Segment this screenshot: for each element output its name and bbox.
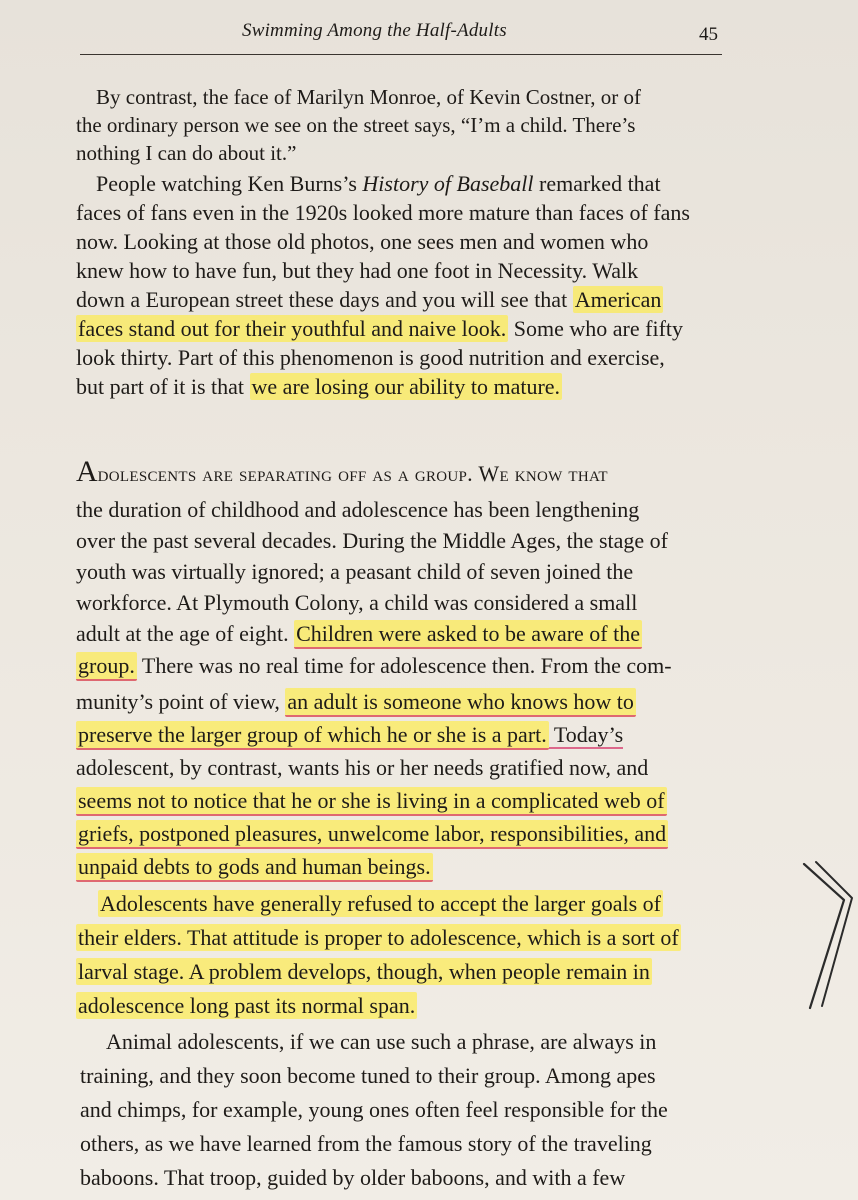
text-line: nothing I can do about it.” (76, 141, 297, 165)
text-line (76, 992, 417, 1019)
text-line (98, 890, 663, 917)
text-line (76, 924, 681, 951)
text-line: training, and they soon become tuned to their group. Among apes (80, 1063, 656, 1088)
highlight: faces stand out for their youthful and naive look. (78, 316, 507, 341)
text-line: youth was virtually ignored; a peasant child of seven joined the (76, 559, 634, 584)
text-line: faces of fans even in the 1920s looked more mature than faces of fans (76, 200, 690, 225)
text-line: adolescent, by contrast, wants his or her needs gratified now, and (76, 755, 649, 780)
drop-cap: A (76, 455, 98, 488)
text-line (76, 620, 642, 647)
text-run: but part of it is that (76, 374, 250, 399)
highlight: Adolescents have generally refused to accept the larger goals of (100, 891, 661, 916)
highlight: we are losing our ability to mature. (251, 374, 561, 399)
highlight: their elders. That attitude is proper to adolescence, which is a sort of (78, 925, 679, 950)
highlight: adolescence long past its normal span. (78, 993, 416, 1018)
text-line (76, 721, 623, 748)
margin-bracket-icon (800, 858, 856, 1018)
highlight: griefs, postponed pleasures, unwelcome labor, responsibilities, and (76, 820, 668, 849)
text-line: Animal adolescents, if we can use such a phrase, are always in (106, 1029, 657, 1054)
text-line (76, 286, 663, 313)
text-line: baboons. That troop, guided by older baboons, and with a few (80, 1165, 626, 1190)
text-run: Today’s (548, 722, 624, 747)
text-line: over the past several decades. During the Middle Ages, the stage of (76, 528, 668, 553)
text-line (76, 315, 683, 342)
text-line: look thirty. Part of this phenomenon is good nutrition and exercise, (76, 345, 665, 370)
text-line (76, 820, 668, 847)
text-line (76, 652, 672, 679)
text-run: remarked that (533, 171, 661, 196)
highlight: seems not to notice that he or she is living in a complicated web of (76, 787, 667, 816)
text-line (76, 958, 652, 985)
highlight: preserve the larger group of which he or she is a part. (76, 721, 549, 750)
text-run: munity’s point of view, (76, 689, 286, 714)
text-run: Some who are fifty (508, 316, 684, 341)
text-run: People watching Ken Burns’s (96, 171, 363, 196)
text-line: the duration of childhood and adolescence has been lengthening (76, 497, 640, 522)
highlight: American (574, 287, 662, 312)
text-line (76, 373, 562, 400)
highlight: an adult is someone who knows how to (285, 688, 635, 717)
highlight: group. (76, 652, 137, 681)
section-lead-line (76, 455, 608, 488)
page-header (80, 12, 722, 55)
text-line (76, 787, 667, 814)
page-number: 45 (699, 24, 718, 45)
text-run: down a European street these days and you will see that (76, 287, 573, 312)
text-line: and chimps, for example, young ones often feel responsible for the (80, 1097, 668, 1122)
highlight: larval stage. A problem develops, though, when people remain in (78, 959, 650, 984)
text-line (96, 170, 661, 197)
text-line: now. Looking at those old photos, one sees men and women who (76, 229, 649, 254)
text-line: By contrast, the face of Marilyn Monroe, of Kevin Costner, or of (96, 85, 642, 109)
book-title: History of Baseball (362, 171, 534, 196)
text-line (76, 688, 636, 715)
lead-in: dolescents are separating off as a group. We know that (97, 461, 608, 486)
text-run: adult at the age of eight. (76, 621, 295, 646)
text-line: knew how to have fun, but they had one foot in Necessity. Walk (76, 258, 639, 283)
text-line: others, as we have learned from the famous story of the traveling (80, 1131, 652, 1156)
highlight: unpaid debts to gods and human beings. (76, 853, 433, 882)
text-line: the ordinary person we see on the street says, “I’m a child. There’s (76, 113, 636, 137)
running-head: Swimming Among the Half-Adults (242, 20, 507, 41)
text-line (76, 853, 433, 880)
text-line: workforce. At Plymouth Colony, a child was considered a small (76, 590, 638, 615)
highlight: Children were asked to be aware of the (294, 620, 642, 649)
text-run: There was no real time for adolescence then. From the com- (136, 653, 672, 678)
